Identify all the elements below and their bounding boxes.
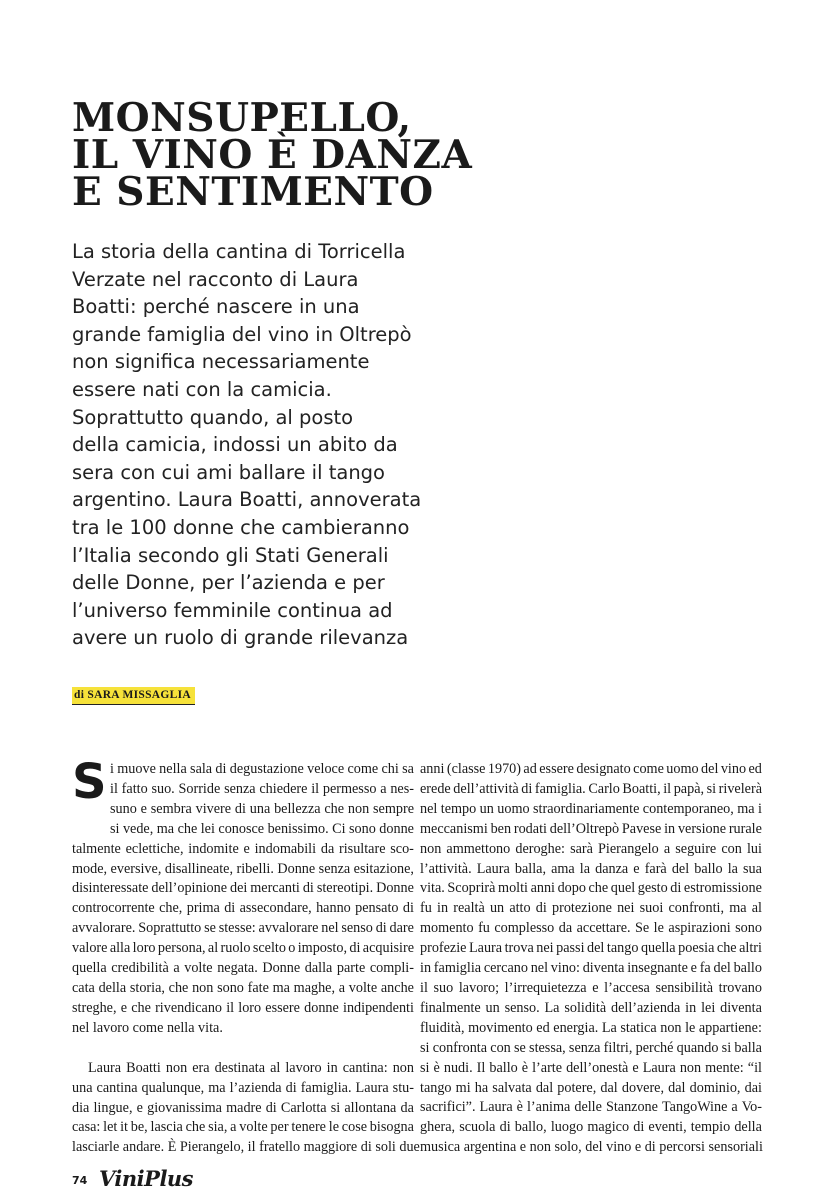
text-line: sacrifici”. Laura è l’anima delle Stanzone TangoWine a Vo- (420, 1099, 762, 1116)
subtitle-line: tra le 100 donne che cambieranno (72, 515, 410, 539)
subtitle-line: avere un ruolo di grande rilevanza (72, 626, 409, 650)
magazine-logo: ViniPlus (99, 1166, 194, 1191)
title-line: MONSUPELLO, (72, 95, 412, 141)
subtitle-line: sera con cui ami ballare il tango (72, 460, 385, 484)
text-line: una cantina qualunque, ma l’azienda di famiglia. Laura stu- (72, 1079, 414, 1096)
subtitle-line: essere nati con la camicia. (72, 377, 332, 401)
title-line: IL VINO È DANZA (72, 132, 473, 178)
text-line: si confronta con se stessa, senza filtri, perché quando si balla (420, 1039, 762, 1056)
text-line: il suo lavoro; l’irrequietezza e l’accesa sensibilità trovano (420, 979, 762, 996)
text-line: streghe, e che rivendicano il loro essere donne indipendenti (72, 999, 414, 1016)
subtitle-line: grande famiglia del vino in Oltrepò (72, 322, 412, 346)
text-line: si vede, ma che lei conosce benissimo. Ci sono donne (110, 820, 414, 837)
text-line: ghera, scuola di ballo, luogo magico di eventi, tempio della (420, 1119, 762, 1136)
subtitle-line: Soprattutto quando, al posto (72, 405, 354, 429)
subtitle-line: non significa necessariamente (72, 350, 370, 374)
body-column-right (420, 760, 762, 1158)
subtitle-line: La storia della cantina di Torricella (72, 240, 406, 263)
text-line: fu in realtà un atto di protezione nei suoi confronti, ma al (420, 900, 762, 917)
text-line: quella credibilità a volte negata. Donne dalla parte compli- (72, 960, 414, 977)
text-line: i muove nella sala di degustazione veloce come chi sa (110, 761, 414, 777)
text-line: fluidità, movimento ed energia. La statica non le appartiene: (420, 1019, 762, 1036)
text-line: nel lavoro come nella vita. (72, 1019, 223, 1036)
text-line: anni (classe 1970) ad essere designato come uomo del vino ed (420, 761, 762, 777)
text-line: tango mi ha salvata dal potere, dal dovere, dal dominio, dai (420, 1079, 762, 1096)
byline-author: SARA MISSAGLIA (87, 689, 191, 701)
drop-cap: S (72, 754, 107, 810)
text-line: dia lingue, e giovanissima madre di Carlotta si allontana da (72, 1099, 414, 1116)
title-line: E SENTIMENTO (72, 169, 434, 215)
text-line: casa: let it be, lascia che sia, a volte per tenere le cose bisogna (72, 1119, 414, 1136)
text-line: l’attività. Laura balla, ama la danza e farà del ballo la sua (420, 860, 762, 877)
text-line: il fatto suo. Sorride senza chiedere il permesso a nes- (110, 780, 414, 797)
text-line: erede dell’attività di famiglia. Carlo Boatti, il papà, si rivelerà (420, 780, 762, 797)
text-line: finalmente un senso. La solidità dell’azienda in lei diventa (420, 999, 762, 1016)
text-line: meccanismi ben rodati dell’Oltrepò Pavese in versione rurale (420, 820, 762, 837)
text-line: cata della storia, che non sono fate ma maghe, a volte anche (72, 979, 414, 996)
text-line: disinteressate dell’opinione dei mercanti di stereotipi. Donne (72, 880, 414, 897)
subtitle-line: l’Italia secondo gli Stati Generali (72, 543, 389, 567)
text-line: vita. Scoprirà molti anni dopo che quel gesto di estromissione (420, 880, 762, 897)
text-line: in famiglia cercano nel vino: diventa insegnante e fa del ballo (420, 960, 762, 977)
text-line: nel tempo un uomo straordinariamente contemporaneo, ma i (420, 800, 762, 817)
byline (72, 687, 195, 705)
subtitle-line: l’universo femminile continua ad (72, 598, 393, 622)
text-line: talmente eclettiche, indomite e indomabili da risultare sco- (72, 840, 414, 857)
text-line: musica argentina e non solo, del vino e di percorsi sensoriali (420, 1139, 763, 1156)
subtitle-line: argentino. Laura Boatti, annoverata (72, 488, 422, 512)
paragraph-gap (72, 1039, 414, 1059)
article-subtitle (72, 238, 422, 652)
byline-prefix: di (74, 689, 85, 701)
text-line: mode, eversive, disallineate, ribelli. Donne senza esitazione, (72, 860, 414, 877)
subtitle-line: Boatti: perché nascere in una (72, 295, 360, 319)
text-line: avvalorare. Soprattutto se stesse: avvalorare nel senso di dare (72, 920, 414, 937)
text-line: lasciarle andare. È Pierangelo, il fratello maggiore di soli due (72, 1139, 420, 1156)
text-line: Laura Boatti non era destinata al lavoro in cantina: non (88, 1059, 414, 1076)
text-line: profezie Laura trova nei passi del tango quella poesia che altri (420, 940, 762, 957)
page-number: 74 (72, 1174, 88, 1187)
subtitle-line: della camicia, indossi un abito da (72, 433, 398, 457)
subtitle-line: delle Donne, per l’azienda e per (72, 571, 385, 595)
text-line: suno e sembra vivere di una bellezza che non sempre (110, 800, 414, 817)
text-line: momento fu complesso da accettare. Se le aspirazioni sono (420, 920, 762, 937)
article-title (72, 95, 632, 215)
subtitle-line: Verzate nel racconto di Laura (72, 267, 359, 291)
text-line: controcorrente che, prima di assecondare, hanno pensato di (72, 900, 414, 917)
text-line: valore alla loro persona, al ruolo scelto o imposto, di acquisire (72, 940, 414, 957)
body-column-left (72, 754, 420, 1158)
text-line: non ammettono deroghe: sarà Pierangelo a seguire con lui (420, 840, 762, 857)
text-line: si è nudi. Il ballo è l’arte dell’onestà e Laura non mente: “il (420, 1059, 762, 1076)
